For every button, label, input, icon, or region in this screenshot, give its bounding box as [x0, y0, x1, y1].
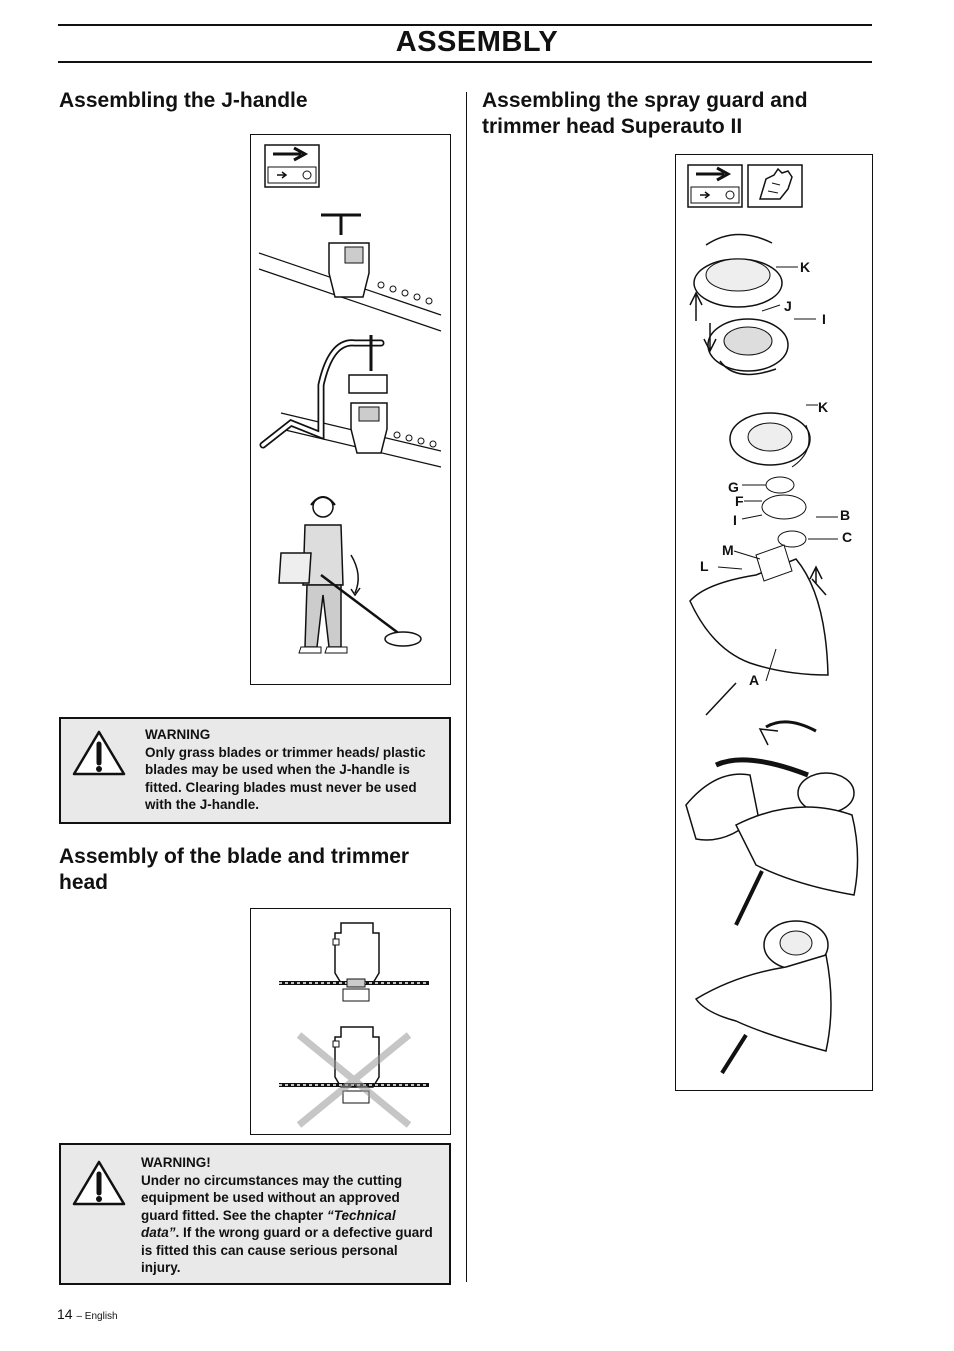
footer-language: – English — [76, 1311, 118, 1322]
warning-title: WARNING! — [141, 1155, 211, 1170]
warning-body: Under no circumstances may the cutting equipment be used without an approved guard fitted. See the chapter “Technical data”. If the wrong guard or a defective guard is fitted this can cause serious personal injury. — [141, 1172, 433, 1275]
column-divider — [466, 92, 467, 1282]
warning-body: Only grass blades or trimmer heads/ plastic blades may be used when the J-handle is fitted. Clearing blades must never be used with the J-handle. — [145, 744, 426, 812]
header-rule-bottom — [58, 61, 872, 63]
section-heading-blade: Assembly of the blade and trimmer head — [59, 845, 410, 894]
glove-icon — [748, 165, 802, 207]
warning-triangle-icon — [71, 1159, 127, 1207]
label-g: G — [728, 479, 739, 495]
arrow-right-icon — [265, 145, 319, 187]
warning-title: WARNING — [145, 727, 211, 742]
label-k: K — [800, 259, 811, 275]
label-i: I — [822, 311, 826, 327]
page-footer — [57, 1306, 118, 1322]
jhandle-figure — [250, 134, 451, 685]
label-b: B — [840, 507, 851, 523]
label-a: A — [749, 672, 760, 688]
label-f: F — [735, 493, 744, 509]
warning-box-guard — [59, 1143, 451, 1285]
warning-box-jhandle — [59, 717, 451, 824]
page-number: 14 — [57, 1306, 73, 1322]
warning-text-guard — [141, 1154, 437, 1277]
jhandle-illustration — [251, 135, 450, 684]
warning-triangle-icon — [71, 729, 127, 777]
section-heading-jhandle: Assembling the J-handle — [59, 89, 308, 112]
warning-text-jhandle — [145, 726, 435, 814]
blade-figure — [250, 908, 451, 1135]
section-heading-spray-guard: Assembling the spray guard and trimmer head Superauto II — [482, 89, 808, 138]
label-m: M — [722, 542, 734, 558]
page-title: ASSEMBLY — [395, 26, 559, 58]
arrow-right-icon — [688, 165, 742, 207]
label-k: K — [818, 399, 829, 415]
label-c: C — [842, 529, 853, 545]
blade-illustration — [251, 909, 450, 1134]
label-j: J — [784, 298, 792, 314]
label-i: I — [733, 512, 737, 528]
spray-guard-figure — [675, 154, 873, 1091]
spray-guard-illustration — [676, 155, 872, 1090]
label-l: L — [700, 558, 709, 574]
